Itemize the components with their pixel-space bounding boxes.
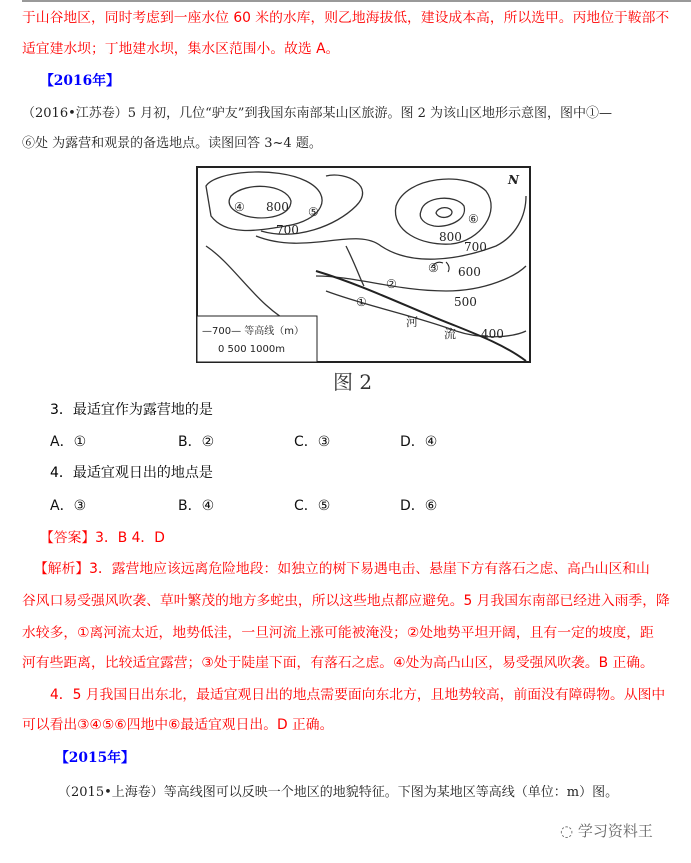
point-label: ⑥ (468, 212, 479, 226)
contour-label: 600 (458, 265, 481, 279)
question-intro: （2016•江苏卷）5 月初，几位“驴友”到我国东南部某山区旅游。图 2 为该山区地形示意图，图中①— (22, 106, 612, 121)
point-label: ① (356, 295, 367, 309)
point-label: ② (386, 277, 397, 291)
figure-caption: 图 2 (333, 370, 373, 394)
question-intro: （2015•上海卷）等高线图可以反映一个地区的地貌特征。下图为某地区等高线（单位：m）图。 (58, 785, 619, 800)
contour-label: 800 (266, 200, 289, 214)
section-heading-2015: 【2015年】 (55, 750, 135, 766)
river-label: 河 (406, 315, 419, 329)
q3-option-c: C．③ (294, 434, 331, 450)
contour-label: 400 (481, 327, 504, 341)
prev-answer-line: 于山谷地区，同时考虑到一座水位 60 米的水库，则乙地海拔低，建设成本高，所以选甲。丙地位于鞍部不 (22, 10, 670, 26)
contour-label: 700 (276, 223, 299, 237)
contour-label: 700 (464, 240, 487, 254)
legend-contour: —700— 等高线（m） (202, 326, 305, 337)
q3-option-d: D．④ (400, 434, 438, 450)
legend-scale: 0 500 1000m (218, 344, 285, 355)
analysis-line: 4．5 月我国日出东北，最适宜观日出的地点需要面向东北方，且地势较高，前面没有障碍物。从图中 (50, 687, 666, 703)
analysis-line: 谷风口易受强风吹袭、草叶繁茂的地方多蛇虫，所以这些地点都应避免。5 月我国东南部已经进入雨季，降 (22, 593, 670, 609)
q4-option-d: D．⑥ (400, 498, 438, 514)
answer-line: 【答案】3．B 4．D (40, 530, 165, 546)
analysis-line: 【解析】3．露营地应该远离危险地段：如独立的树下易遇电击、悬崖下方有落石之虑、高凸山区和山 (34, 561, 650, 577)
page-top-border (22, 0, 691, 2)
contour-map (196, 166, 532, 364)
analysis-line: 可以看出③④⑤⑥四地中⑥最适宜观日出。D 正确。 (22, 717, 334, 733)
river-label: 流 (444, 327, 457, 341)
analysis-line: 河有些距离，比较适宜露营；③处于陡崖下面，有落石之虑。④处为高凸山区，易受强风吹袭。B 正确。 (22, 655, 654, 671)
north-arrow: N (508, 173, 519, 187)
point-label: ③ (428, 261, 439, 275)
question-3-stem: 3．最适宜作为露营地的是 (50, 402, 213, 418)
watermark: ◌ 学习资料王 (560, 822, 653, 840)
q4-option-c: C．⑤ (294, 498, 331, 514)
analysis-line: 水较多，①离河流太近，地势低洼，一旦河流上涨可能被淹没；②处地势平坦开阔，且有一定的坡度，距 (22, 625, 654, 641)
section-heading-2016: 【2016年】 (40, 73, 120, 89)
question-4-stem: 4．最适宜观日出的地点是 (50, 465, 213, 481)
prev-answer-line: 适宜建水坝；丁地建水坝，集水区范围小。故选 A。 (22, 41, 340, 57)
wechat-icon: ◌ (560, 822, 578, 840)
point-label: ④ (234, 200, 245, 214)
question-intro: ⑥处 为露营和观景的备选地点。读图回答 3~4 题。 (22, 136, 322, 151)
contour-label: 800 (439, 230, 462, 244)
q4-option-a: A．③ (50, 498, 87, 514)
contour-label: 500 (454, 295, 477, 309)
q3-option-a: A．① (50, 434, 87, 450)
q3-option-b: B．② (178, 434, 215, 450)
point-label: ⑤ (308, 205, 319, 219)
q4-option-b: B．④ (178, 498, 215, 514)
